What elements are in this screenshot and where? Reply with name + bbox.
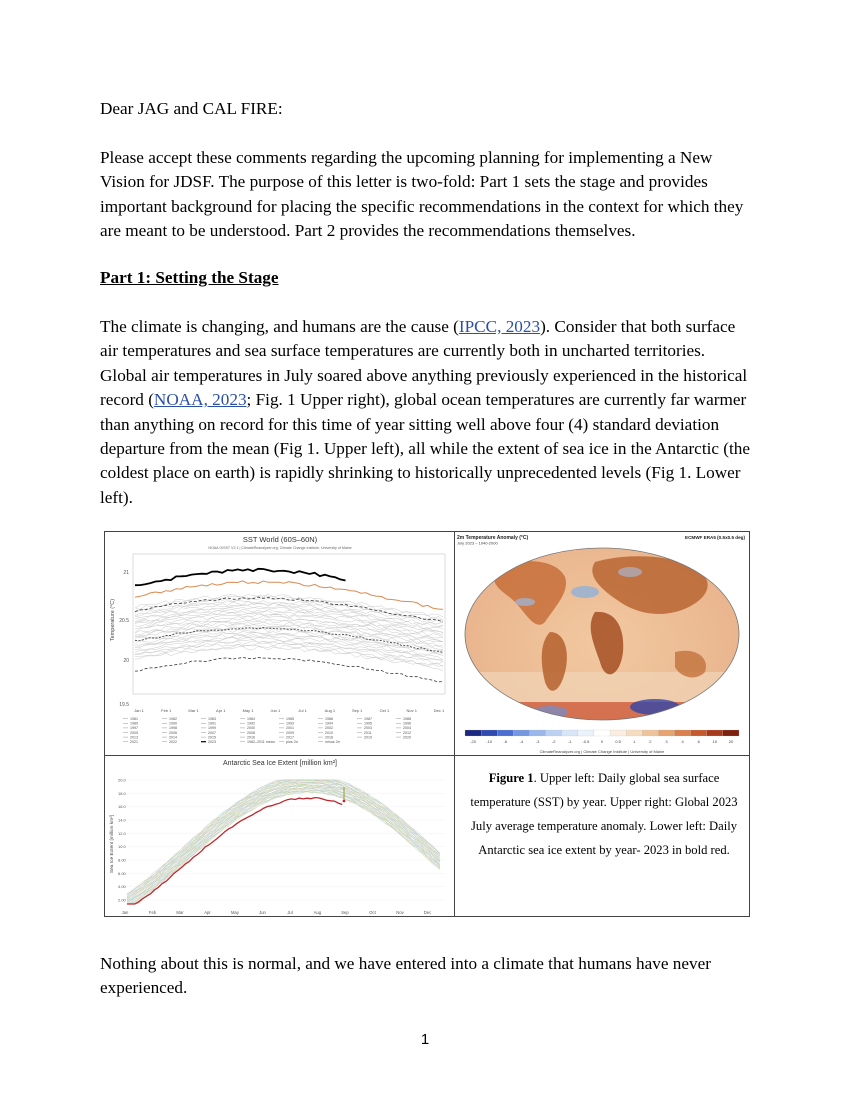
sst-legend-label: 2003: [364, 726, 372, 731]
sea-ice-chart: [105, 756, 455, 916]
sst-legend-label: 1987: [364, 717, 372, 721]
ice-xtick: May: [231, 910, 239, 915]
climate-paragraph: [100, 315, 750, 510]
sst-legend-label: 1992: [247, 721, 255, 726]
sst-xtick: Oct 1: [379, 708, 390, 713]
sst-legend-label: 2002: [325, 726, 333, 731]
sst-ytick: 19.5: [119, 702, 129, 708]
sst-legend-label: 1994: [325, 721, 333, 726]
colorbar-swatch: [691, 730, 707, 736]
ice-year-line: [127, 780, 440, 899]
sst-legend-label: 1996: [403, 721, 411, 726]
climate-text-1: The climate is changing, and humans are the cause (: [100, 317, 459, 336]
colorbar-swatch: [707, 730, 723, 736]
ice-xtick: Sep: [341, 910, 349, 915]
colorbar-label: -4: [519, 739, 524, 744]
sst-xtick: Jan 1: [134, 708, 144, 713]
ice-year-line: [127, 791, 440, 904]
ice-ytick: 14.0: [118, 817, 126, 823]
ice-ytick: 10.0: [118, 844, 126, 850]
ice-ytick: 12.0: [118, 830, 126, 836]
colorbar-swatch: [642, 730, 658, 736]
colorbar-label: -3: [535, 739, 540, 744]
climate-text-3: ; Fig. 1 Upper right), global ocean temperatures are currently far warmer than anything on record for this time of year sitting well above four (4) standard deviation departure from the mean (Fig 1. Upper left), all while the extent of sea ice in the Antarctic (the coldest place on earth) is rapidly shrinking to historically unprecedented levels (Fig 1. Lower left).: [100, 390, 751, 507]
ice-year-line: [127, 780, 440, 895]
sst-legend-label: 2015: [208, 735, 216, 740]
sst-legend-label: 1989: [130, 721, 138, 726]
ice-year-line: [127, 780, 440, 897]
sst-legend-label: 2004: [403, 726, 411, 731]
ice-year-line: [127, 780, 440, 894]
ice-x-ticks: [122, 910, 432, 915]
page-number: 1: [420, 1031, 430, 1048]
sst-xtick: Nov 1: [406, 708, 417, 713]
ice-ytick: 18.0: [118, 790, 126, 796]
figure-1: [104, 531, 750, 917]
sst-xtick: Feb 1: [161, 708, 172, 713]
ice-year-line: [127, 786, 440, 904]
sst-legend-label: minus 2σ: [325, 740, 340, 744]
ice-xtick: Apr: [204, 910, 211, 915]
sst-legend-label: 1982–2011 mean: [247, 740, 275, 744]
colorbar-label: 20: [728, 739, 734, 744]
colorbar-swatch: [481, 730, 497, 736]
sst-legend-label: plus 2σ: [286, 740, 298, 744]
sst-ylabel: Temperature (°C): [110, 598, 116, 642]
sst-xtick: Jul 1: [298, 708, 307, 713]
colorbar-swatch: [658, 730, 674, 736]
ice-year-line: [127, 787, 440, 904]
ice-year-line: [127, 782, 440, 901]
sst-legend-label: 2010: [325, 730, 333, 735]
ice-year-line: [127, 780, 440, 897]
colorbar-label: 10: [712, 739, 718, 744]
figure-caption: [469, 766, 739, 862]
sst-legend-label: 2023: [208, 740, 216, 744]
colorbar-label: -6: [503, 739, 508, 744]
colorbar-swatch: [626, 730, 642, 736]
sst-legend-label: 1990: [169, 721, 177, 726]
sst-legend-label: 1999: [208, 726, 216, 731]
ipcc-link[interactable]: IPCC, 2023: [458, 317, 541, 336]
colorbar-label: 4: [681, 739, 684, 744]
sst-plot-area: [133, 554, 445, 694]
map-subtitle: July 2023 – 1940-2000: [457, 540, 498, 546]
colorbar-label: 6: [697, 739, 700, 744]
sst-x-ticks: [134, 708, 445, 713]
map-credit: ClimateReanalyzer.org | Climate Change Institute | University of Maine: [539, 749, 665, 754]
ice-year-line: [127, 785, 440, 904]
sst-legend-label: 2001: [286, 726, 294, 731]
sst-xtick: Mar 1: [188, 708, 199, 713]
sst-legend-label: 2012: [403, 730, 411, 735]
ice-ytick: 8.00: [118, 857, 126, 863]
ice-xtick: Jan: [121, 910, 129, 915]
sst-xtick: Jun 1: [270, 708, 281, 713]
sst-legend-label: 1991: [208, 721, 216, 726]
colorbar-swatch: [594, 730, 610, 736]
sst-legend-label: 2008: [247, 730, 255, 735]
sst-legend-label: 1983: [208, 717, 216, 721]
colorbar-label: 1: [633, 739, 636, 744]
sst-ytick: 21: [123, 570, 129, 576]
map-title: 2m Temperature Anomaly (°C): [457, 535, 529, 541]
colorbar-swatch: [610, 730, 626, 736]
sst-legend-label: 2019: [364, 735, 372, 740]
ice-year-line: [127, 780, 440, 895]
ice-year-line: [127, 780, 440, 899]
sst-ytick: 20: [123, 658, 129, 664]
colorbar-label: -20: [470, 739, 476, 744]
ice-xtick: Jul: [287, 910, 293, 915]
ice-year-line: [127, 791, 440, 904]
figure-caption-label: Figure 1: [488, 771, 534, 785]
noaa-link[interactable]: NOAA, 2023: [153, 390, 247, 410]
colorbar-swatch: [513, 730, 529, 736]
ice-xtick: Nov: [396, 910, 404, 915]
sst-legend-label: 1986: [325, 717, 333, 721]
ice-xtick: Feb: [148, 910, 157, 915]
sst-legend-label: 1997: [130, 726, 138, 731]
colorbar-swatch: [497, 730, 513, 736]
ice-xtick: Mar: [176, 910, 184, 915]
colorbar-swatch: [578, 730, 594, 736]
sst-legend-label: 1981: [130, 717, 138, 721]
sst-title: SST World (60S–60N): [242, 535, 318, 544]
sst-legend-label: 2014: [169, 735, 177, 740]
colorbar-label: -0.5: [582, 739, 590, 744]
ice-year-line: [127, 780, 440, 898]
sst-legend-label: 2022: [169, 740, 177, 744]
sst-legend-label: 2007: [208, 730, 216, 735]
sst-xtick: Sep 1: [351, 708, 363, 713]
sst-legend-label: 2021: [130, 740, 138, 744]
sst-xtick: Dec 1: [433, 708, 445, 713]
colorbar-swatch: [465, 730, 481, 736]
colorbar-label: -1: [567, 739, 572, 744]
sst-subtitle: NOAA OISST V2.1 | ClimateReanalyzer.org, Climate Change Institute, University of Maine: [208, 546, 352, 550]
ice-xtick: Oct: [369, 910, 376, 915]
sst-legend-label: 1993: [286, 721, 294, 726]
sst-legend: [123, 717, 411, 744]
sst-legend-label: 1988: [403, 717, 411, 721]
ice-plot-area: [127, 780, 445, 904]
ice-xtick: Aug: [313, 910, 322, 915]
sst-legend-label: 2020: [403, 735, 411, 740]
sst-legend-label: 2000: [247, 726, 255, 731]
sst-xtick: May 1: [242, 708, 254, 713]
colorbar-swatch: [529, 730, 545, 736]
sst-legend-label: 2011: [364, 730, 372, 735]
colorbar-label: 3: [665, 739, 668, 744]
ice-ylabel: Sea Ice Extent [million km²]: [110, 814, 115, 874]
ice-year-line: [127, 791, 440, 904]
closing-paragraph: Nothing about this is normal, and we have entered into a climate that humans have never experienced.: [100, 954, 711, 998]
colorbar-swatch: [723, 730, 739, 736]
map-model: ECMWF ERA5 (0.5x0.5 deg): [685, 535, 745, 540]
ice-ytick: 20.0: [118, 777, 126, 783]
ice-xtick: Dec: [423, 910, 432, 915]
ice-ytick: 16.0: [118, 804, 126, 810]
sst-legend-label: 2006: [169, 730, 177, 735]
sst-legend-label: 2005: [130, 730, 138, 735]
figure-caption-box: [455, 756, 749, 916]
colorbar-swatch: [675, 730, 691, 736]
climate-text-2: ). Consider that both surface air temperatures and sea surface temperatures are currently both in uncharted territories. Global air temperatures in July soared above anything previously experienced in the historical record (: [100, 317, 748, 410]
ice-y-ticks: [118, 778, 127, 903]
ice-year-line: [127, 780, 440, 897]
sst-legend-label: 2018: [325, 735, 333, 740]
part1-heading: Part 1: Setting the Stage: [100, 268, 279, 287]
sst-y-ticks: [119, 570, 129, 708]
colorbar-label: -10: [486, 739, 493, 744]
sst-legend-label: 2017: [286, 735, 294, 740]
colorbar-swatch: [562, 730, 578, 736]
sst-ytick: 20.5: [119, 618, 129, 624]
anomaly-map: [455, 532, 749, 756]
ice-xtick: Jun: [259, 910, 266, 915]
sst-legend-label: 1985: [286, 717, 294, 721]
ice-title: Antarctic Sea Ice Extent [million km²]: [223, 760, 337, 767]
sst-legend-label: 1982: [169, 717, 177, 721]
ice-year-line: [127, 792, 440, 904]
figure-caption-text: . Upper left: Daily global sea surface temperature (SST) by year. Upper right: Global 2023 July average temperature anomaly. Lower left: Daily Antarctic sea ice extent by year- 2023 in bold red.: [470, 771, 738, 857]
sst-legend-label: 1984: [247, 717, 255, 721]
sst-legend-label: 1995: [364, 721, 372, 726]
map-colorbar-labels: [470, 739, 734, 744]
colorbar-label: 0: [600, 739, 604, 744]
ice-year-line: [127, 785, 440, 904]
colorbar-swatch: [546, 730, 562, 736]
colorbar-label: 0.5: [615, 739, 621, 744]
sst-legend-label: 2009: [286, 730, 294, 735]
ice-ytick: 4.00: [118, 884, 126, 890]
sst-legend-label: 2016: [247, 735, 255, 740]
ice-2023-endpoint: [343, 800, 346, 803]
sst-legend-label: 1998: [169, 726, 177, 731]
sst-xtick: Aug 1: [324, 708, 336, 713]
ice-year-line: [127, 782, 440, 901]
colorbar-label: 2: [649, 739, 652, 744]
ice-year-line: [127, 780, 440, 894]
salutation: Dear JAG and CAL FIRE:: [100, 99, 283, 118]
sst-chart: [105, 532, 455, 756]
ice-ytick: 6.00: [118, 870, 126, 876]
intro-paragraph: Please accept these comments regarding the upcoming planning for implementing a New Vision for JDSF. The purpose of this letter is two-fold: Part 1 sets the stage and provides important background for placing the specific recommendations in the context for which they are meant to be understood. Part 2 provides the recommendations themselves.: [100, 148, 744, 241]
map-colorbar: [465, 730, 739, 736]
ice-ytick: 2.00: [118, 897, 126, 903]
map-oval: [455, 532, 749, 756]
colorbar-label: -2: [551, 739, 556, 744]
sst-legend-label: 2013: [130, 735, 138, 740]
sst-xtick: Apr 1: [216, 708, 226, 713]
ice-year-line: [127, 781, 440, 900]
ice-year-line: [127, 786, 440, 905]
